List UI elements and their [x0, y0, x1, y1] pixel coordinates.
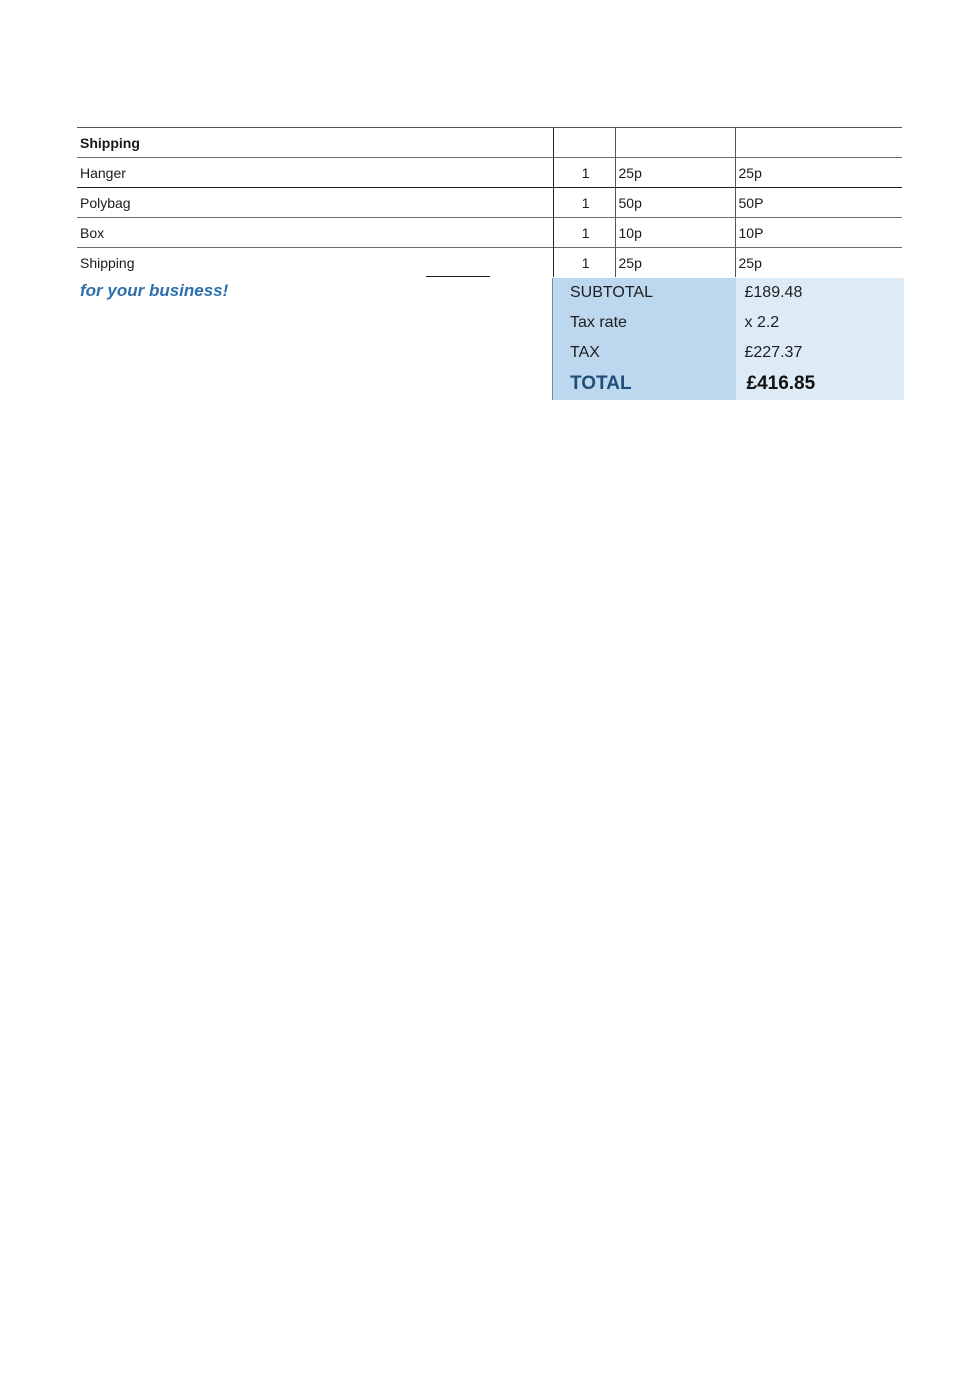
- table-header-row: [77, 128, 902, 158]
- signature-line: [426, 276, 490, 277]
- header-qty: [553, 128, 615, 158]
- total-label: TOTAL: [553, 368, 736, 400]
- table-row: [77, 218, 902, 248]
- thank-you-note: for your business!: [80, 281, 229, 300]
- row-price: 10p: [615, 218, 735, 248]
- row-description: Shipping: [77, 248, 553, 278]
- header-amount: [735, 128, 902, 158]
- row-price: 25p: [615, 158, 735, 188]
- row-qty: 1: [553, 158, 615, 188]
- line-items-table: [77, 127, 902, 277]
- row-qty: 1: [553, 248, 615, 278]
- header-price: [615, 128, 735, 158]
- table-row: [77, 158, 902, 188]
- row-amount: 25p: [735, 248, 902, 278]
- tax-rate-value: x 2.2: [736, 308, 904, 338]
- row-amount: 10P: [735, 218, 902, 248]
- tax-value: £227.37: [736, 338, 904, 368]
- total-row: [553, 368, 904, 400]
- header-description: Shipping: [77, 128, 553, 158]
- row-qty: 1: [553, 188, 615, 218]
- subtotal-label: SUBTOTAL: [553, 278, 736, 308]
- row-description: Hanger: [77, 158, 553, 188]
- table-row: [77, 188, 902, 218]
- row-description: Polybag: [77, 188, 553, 218]
- table-row: [77, 248, 902, 278]
- row-qty: 1: [553, 218, 615, 248]
- row-amount: 25p: [735, 158, 902, 188]
- row-price: 50p: [615, 188, 735, 218]
- tax-row: [553, 338, 904, 368]
- totals-table: [552, 278, 904, 400]
- total-value: £416.85: [736, 368, 904, 400]
- tax-rate-label: Tax rate: [553, 308, 736, 338]
- subtotal-value: £189.48: [736, 278, 904, 308]
- tax-rate-row: [553, 308, 904, 338]
- tax-label: TAX: [553, 338, 736, 368]
- subtotal-row: [553, 278, 904, 308]
- row-description: Box: [77, 218, 553, 248]
- row-price: 25p: [615, 248, 735, 278]
- row-amount: 50P: [735, 188, 902, 218]
